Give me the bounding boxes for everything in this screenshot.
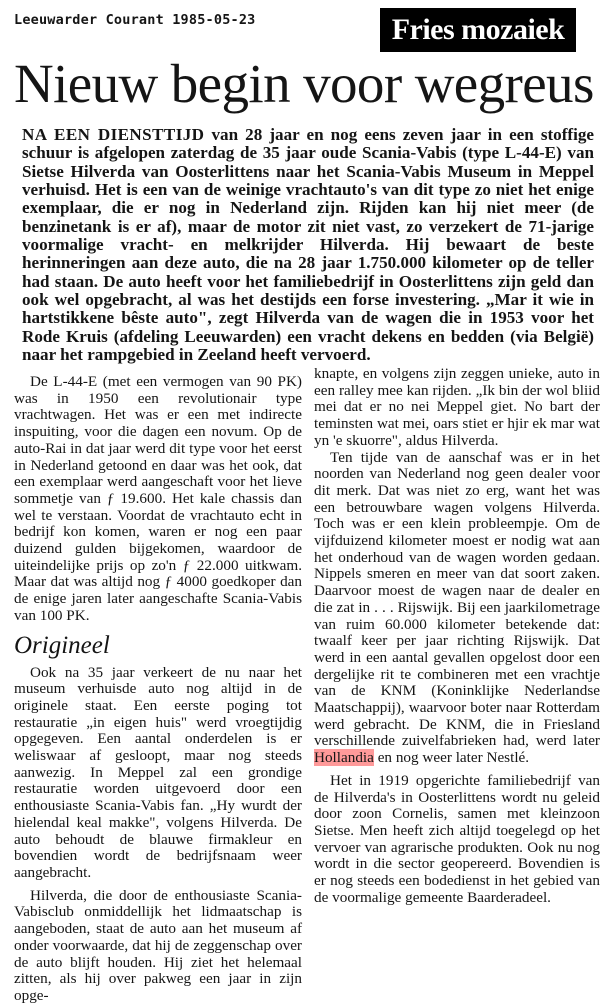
- body-paragraph: Ook na 35 jaar verkeert de nu naar het museum verhuisde auto nog altijd in de originele staat. Een eerste poging tot restauratie „in eigen huis" werd vroegtijdig opgegeven. Een aantal onderdelen is er weliswaar af gesloopt, maar nog steeds aanwezig. In Meppel zal een grondige restauratie worden uitgevoerd door een enthousiaste Scania-Vabis fan. „Hy wurdt der hielendal keal makke", volgens Hilverda. De auto behoudt de blauwe firmakleur en bovendien wordt de bedrijfsnaam weer aangebracht.: [14, 663, 302, 881]
- highlighted-word: Hollandia: [314, 749, 374, 767]
- lead-text: van 28 jaar en nog eens zeven jaar in een stoffige schuur is afgelopen zaterdag de 35 jaar oude Scania-Vabis (type L-44-E) van Sietse Hilverda van Oosterlittens naar het Scania-Vabis Museum in Meppel verhuisd. Het is een van de weinige vrachtauto's van dit type zo niet het enige exemplaar, die er nog in Nederland zijn. Rijden kan hij niet meer (de benzinetank is er af), maar de motor zit niet vast, zo verzekert de 71-jarige voormalige vracht- en melkrijder Hilverda. Hij bewaart de beste herinneringen aan deze auto, die na 28 jaar 1.750.000 kilometer op de teller had staan. De auto heeft voor het familiebedrijf in Oosterlittens zijn geld dan ook wel opgebracht, al was het destijds een forse investering. „Mar it wie in hartstikkene bêste auto", zegt Hilverda van de wagen die in 1953 voor het Rode Kruis (afdeling Leeuwarden) een vracht dekens en bedden (via België) naar het rampgebied in Zeeland heeft vervoerd.: [22, 125, 594, 365]
- article-lead: [22, 126, 594, 364]
- body-paragraph: [314, 450, 600, 767]
- section-title: Fries mozaiek: [380, 8, 576, 52]
- right-column: [314, 366, 600, 907]
- body-paragraph: Hilverda, die door de enthousiaste Scania-Vabisclub onmiddellijk het lidmaatschap is aangeboden, staat de auto aan het museum af onder voorwaarde, dat hij de zeggenschap over de auto blijft houden. Hij ziet het helemaal zitten, als hij over pakweg een jaar in zijn opge-: [14, 886, 302, 1004]
- paragraph-text: Ten tijde van de aanschaf was er in het noorden van Nederland nog geen dealer voor dit merk. Dat was niet zo erg, want het was een betrouwbare wagen volgens Hilverda. Toch was er een klein probleempje. Om de vijfduizend kilometer moest er nodig wat aan het onderhoud van de wagen worden gedaan. Nippels smeren en meer van dat soort zaken. Daarvoor moest de wagen naar de dealer en die zat in . . . Rijswijk. Bij een jaarkilometrage van ruim 60.000 kilometer betekende dat: twaalf keer per jaar richting Rijswijk. Dat werd in een aantal gevallen opgelost door een dergelijke rit te combineren met een vrachtje van de KNM (Koninklijke Nederlandse Maatschappij), waarvoor boter naar Rotterdam werd gebracht. De KNM, die in Friesland verschillende zuivelfabrieken had, werd later: [314, 448, 600, 750]
- newspaper-source-date: Leeuwarder Courant 1985-05-23: [14, 12, 256, 28]
- body-paragraph: De L-44-E (met een vermogen van 90 PK) was in 1950 een revolutionair type vrachtwagen. Het was er een met indirecte inspuiting, voor die dagen een novum. Op de auto-Rai in dat jaar werd dit type voor het eerst in Nederland getoond en daar was het ook, dat een exemplaar werd aangeschaft voor het lieve sommetje van ƒ 19.600. Het kale chassis dan wel te verstaan. Voordat de vrachtauto echt in bedrijf kon komen, waren er nog een paar duizend gulden bijgekomen, waardoor de uiteindelijke prijs op zo'n ƒ 22.000 uitkwam. Maar dat was altijd nog ƒ 4000 goedkoper dan de enige jaren later aangeschafte Scania-Vabis van 100 PK.: [14, 373, 302, 624]
- body-paragraph: knapte, en volgens zijn zeggen unieke, auto in een ralley mee kan rijden. „Ik bin der wol bliid mei dat er no nei Meppel giet. No bart der teminsten wat mei, oars stiet er hjir ek mar wat yn 'e skuorre", aldus Hilverda.: [314, 365, 600, 449]
- article-headline: Nieuw begin voor wegreus: [14, 53, 594, 114]
- lead-opener: NA EEN DIENSTTIJD: [22, 125, 205, 144]
- paragraph-text-end: en nog weer later Nestlé.: [373, 749, 530, 767]
- left-column: [14, 374, 302, 1005]
- subheading: Origineel: [14, 631, 110, 659]
- body-paragraph: Het in 1919 opgerichte familiebedrijf van de Hilverda's in Oosterlittens wordt nu geleid door zoon Cornelis, samen met kleinzoon Sietse. Men heeft zich altijd toegelegd op het vervoer van agrarische produkten. Ook nu nog wordt in die sector geopereerd. Bovendien is er nog steeds een bodedienst in het gebied van de voormalige gemeente Baarderadeel.: [314, 771, 600, 906]
